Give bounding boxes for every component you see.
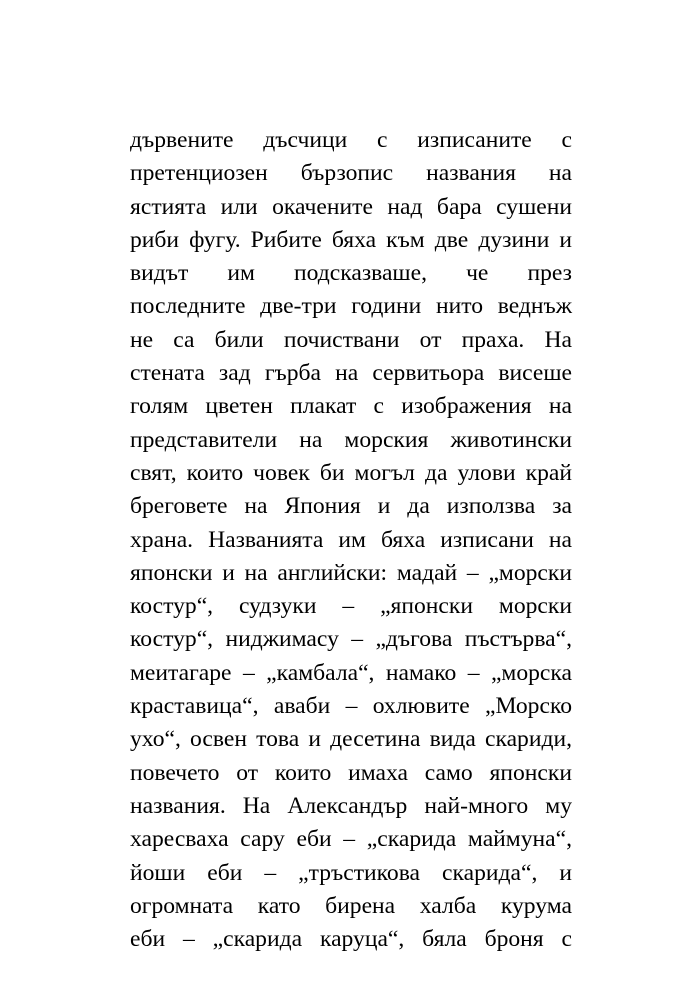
text-line: краставица“, аваби – охлювите „Морско bbox=[130, 693, 572, 720]
text-line: бреговете на Япония и да използва за bbox=[130, 493, 572, 520]
text-line: последните две-три години нито веднъж bbox=[130, 293, 572, 320]
text-line: огромната като бирена халба курума bbox=[130, 892, 572, 919]
text-line: костур“, судзуки – „японски морски bbox=[130, 593, 572, 620]
text-line: свят, които човек би могъл да улови край bbox=[130, 459, 572, 486]
body-text bbox=[130, 124, 572, 956]
text-line: видът им подсказваше, че през bbox=[130, 260, 572, 287]
text-line: представители на морския животински bbox=[130, 426, 572, 453]
text-line: еби – „скарида каруца“, бяла броня с bbox=[130, 926, 572, 953]
text-line: костур“, ниджимасу – „дъгова пъстърва“, bbox=[130, 626, 572, 653]
text-line: голям цветен плакат с изображения на bbox=[130, 393, 572, 420]
text-line: храна. Названията им бяха изписани на bbox=[130, 526, 572, 553]
text-line: меитагаре – „камбала“, намако – „морска bbox=[130, 659, 572, 686]
text-line: японски и на английски: мадай – „морски bbox=[130, 559, 572, 586]
text-line: стената зад гърба на сервитьора висеше bbox=[130, 360, 572, 387]
text-line: названия. На Александър най-много му bbox=[130, 792, 572, 819]
text-line: повечето от които имаха само японски bbox=[130, 759, 572, 786]
text-line: харесваха сару еби – „скарида маймуна“, bbox=[130, 826, 572, 853]
text-line: йоши еби – „тръстикова скарида“, и bbox=[130, 859, 572, 886]
text-line: дървените дъсчици с изписаните с bbox=[130, 127, 572, 153]
text-line: риби фугу. Рибите бяха към две дузини и bbox=[130, 226, 572, 253]
text-line: ястията или окачените над бара сушени bbox=[130, 193, 572, 220]
text-line: ухо“, освен това и десетина вида скариди, bbox=[130, 726, 572, 753]
text-line: не са били почиствани от праха. На bbox=[130, 326, 572, 353]
text-line: претенциозен бързопис названия на bbox=[130, 160, 572, 187]
